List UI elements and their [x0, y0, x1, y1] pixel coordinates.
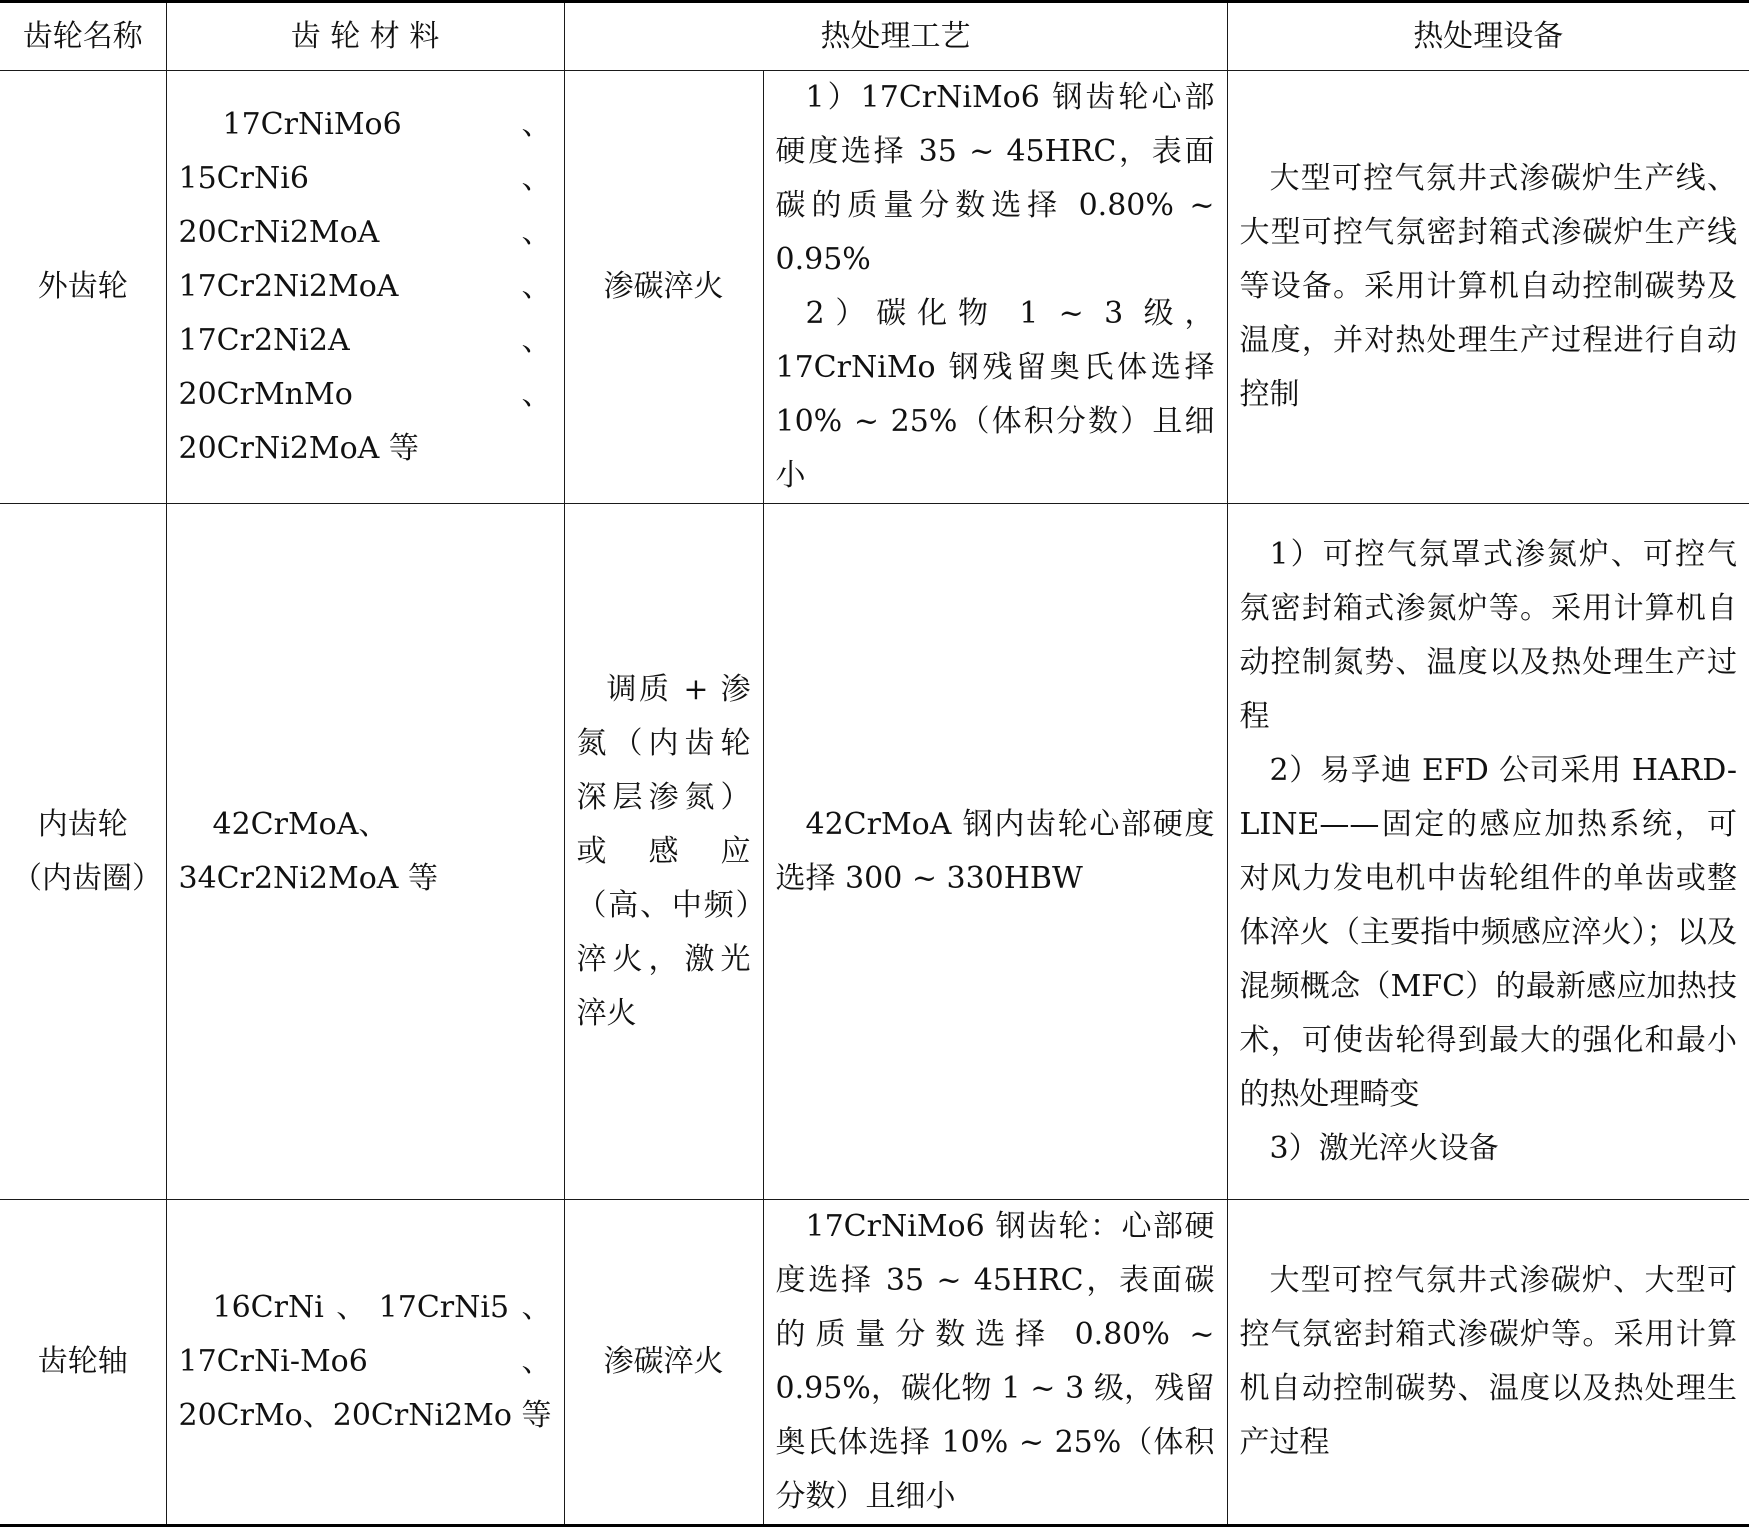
header-heat-treatment-equipment: 热处理设备 [1227, 2, 1749, 71]
equipment-cell [1227, 504, 1749, 1200]
table-row [0, 71, 1749, 504]
requirements-cell [763, 71, 1227, 504]
material-cell: 17CrNiMo6、 15CrNi6、20CrNi2MoA、17Cr2Ni2MoA、17Cr2Ni2A、20CrMnMo、20CrNi2MoA 等 [166, 71, 564, 504]
equipment-item: 3）激光淬火设备 [1269, 1130, 1499, 1166]
requirement-item: 42CrMoA 钢内齿轮心部硬度选择 300 ~ 330HBW [775, 806, 1215, 896]
requirement-item: 1）17CrNiMo6 钢齿轮心部硬度选择 35 ~ 45HRC，表面碳的质量分数选择 0.80% ~ 0.95% [775, 80, 1215, 277]
header-heat-treatment-process: 热处理工艺 [564, 2, 1227, 71]
requirement-item: 2）碳化物 1 ~ 3 级，17CrNiMo 钢残留奥氏体选择 10% ~ 25%（体积分数）且细小 [775, 296, 1215, 493]
material-cell: 16CrNi、17CrNi5、17CrNi-Mo6、20CrMo、20CrNi2Mo 等 [166, 1200, 564, 1526]
requirement-item: 17CrNiMo6 钢齿轮：心部硬度选择 35 ~ 45HRC，表面碳的质量分数选择 0.80% ~ 0.95%，碳化物 1 ~ 3 级，残留奥氏体选择 10% ~ 25%（体积分数）且细小 [775, 1209, 1215, 1514]
process-cell: 渗碳淬火 [564, 1200, 763, 1526]
header-gear-name: 齿轮名称 [0, 2, 166, 71]
table-row [0, 504, 1749, 1200]
equipment-item: 1）可控气氛罩式渗氮炉、可控气氛密封箱式渗氮炉等。采用计算机自动控制氮势、温度以及热处理生产过程 [1239, 536, 1737, 734]
requirements-cell [763, 504, 1227, 1200]
equipment-cell [1227, 71, 1749, 504]
process-cell: 渗碳淬火 [564, 71, 763, 504]
process-cell: 调质 + 渗氮（内齿轮深层渗氮）或感应（高、中频）淬火，激光淬火 [564, 504, 763, 1200]
gear-name-cell: 内齿轮（内齿圈） [0, 504, 166, 1200]
table-row [0, 1200, 1749, 1526]
material-cell: 42CrMoA、34Cr2Ni2MoA 等 [166, 504, 564, 1200]
equipment-item: 大型可控气氛井式渗碳炉生产线、大型可控气氛密封箱式渗碳炉生产线等设备。采用计算机自动控制碳势及温度，并对热处理生产过程进行自动控制 [1239, 161, 1737, 412]
gear-name-cell: 齿轮轴 [0, 1200, 166, 1526]
equipment-cell [1227, 1200, 1749, 1526]
table-header-row [0, 2, 1749, 71]
equipment-item: 大型可控气氛井式渗碳炉、大型可控气氛密封箱式渗碳炉等。采用计算机自动控制碳势、温度以及热处理生产过程 [1239, 1263, 1737, 1460]
requirements-cell [763, 1200, 1227, 1526]
header-gear-material: 齿 轮 材 料 [166, 2, 564, 71]
equipment-item: 2）易孚迪 EFD 公司采用 HARD-LINE——固定的感应加热系统，可对风力发电机中齿轮组件的单齿或整体淬火（主要指中频感应淬火）；以及混频概念（MFC）的最新感应加热技术，可使齿轮得到最大的强化和最小的热处理畸变 [1239, 752, 1737, 1112]
gear-name-cell: 外齿轮 [0, 71, 166, 504]
